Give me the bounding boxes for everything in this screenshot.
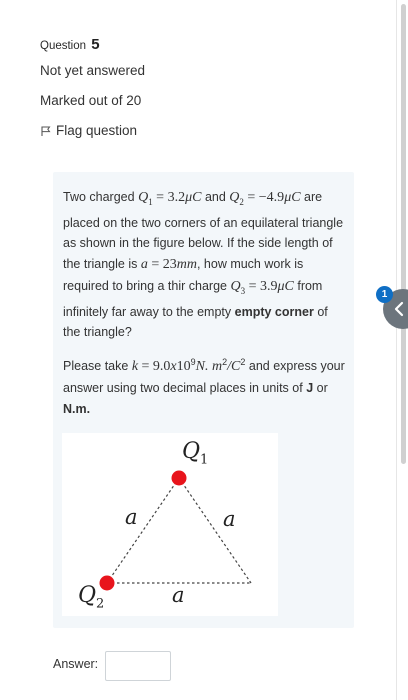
emphasis-text: empty corner	[234, 304, 314, 319]
triangle-side-right	[179, 478, 251, 583]
math-subscript: 1	[148, 196, 153, 207]
question-number	[40, 36, 100, 53]
label-side-bottom: a	[172, 583, 185, 607]
math-q1	[138, 190, 153, 205]
math-unit: μ	[277, 278, 285, 294]
math-value: = 3.2	[156, 190, 186, 205]
math-unit: . m	[205, 359, 223, 375]
chevron-left-icon	[391, 301, 407, 317]
math-value: = 9.0	[141, 359, 171, 375]
math-superscript: 2	[240, 357, 246, 368]
text-fragment: from infinitely far away to the empty	[63, 278, 323, 319]
math-unit: μ	[284, 190, 292, 205]
drawer-badge: 1	[376, 286, 393, 303]
answer-label: Answer:	[53, 657, 99, 671]
text-fragment: Please take	[63, 359, 129, 374]
emphasis-text: J	[306, 381, 314, 396]
flag-icon	[40, 125, 52, 137]
label-q1-subscript: 1	[200, 452, 209, 468]
triangle-figure	[62, 433, 278, 616]
text-fragment: are placed on the two corners of an equilateral triangle as shown in the figure below. If the side length of the triangle is	[63, 190, 344, 272]
label-q2-subscript: 2	[96, 596, 105, 612]
label-q1	[182, 439, 208, 467]
math-unit: mm	[176, 257, 197, 273]
math-symbol: Q	[230, 278, 241, 294]
math-q3	[230, 279, 245, 294]
text-fragment: or	[316, 381, 328, 396]
label-side-left: a	[125, 505, 138, 529]
question-paragraph-2	[63, 352, 348, 420]
math-unit: C	[291, 190, 301, 205]
text-fragment: Two charged	[63, 190, 135, 204]
question-paragraph-1	[63, 187, 348, 343]
text-fragment: and express your answer using two decimal places in units of	[63, 359, 345, 396]
math-value: = −4.9	[247, 190, 285, 205]
math-subscript: 3	[240, 285, 246, 296]
math-superscript: 2	[222, 357, 228, 368]
question-text-box	[53, 172, 354, 628]
text-fragment: of the triangle?	[63, 304, 328, 340]
math-unit: /C	[227, 359, 241, 375]
flag-question-link[interactable]	[40, 123, 137, 138]
question-grade: Marked out of 20	[40, 93, 142, 108]
label-q2	[78, 583, 104, 611]
math-value: 10	[176, 359, 191, 375]
question-number-value: 5	[91, 36, 100, 53]
math-unit: N	[195, 359, 205, 375]
emphasis-text: N.m.	[63, 401, 91, 416]
answer-input[interactable]	[105, 651, 171, 681]
text-fragment: , how much work is required to bring a thir charge	[63, 257, 304, 293]
math-symbol: k	[131, 359, 139, 375]
question-state: Not yet answered	[40, 63, 146, 78]
math-q2	[229, 190, 244, 205]
text-fragment: and	[204, 190, 226, 204]
question-text	[63, 187, 348, 420]
page-scrollbar[interactable]	[401, 4, 406, 464]
math-unit: μ	[185, 190, 193, 205]
math-symbol: Q	[138, 190, 149, 205]
math-symbol: x	[170, 359, 177, 375]
triangle-side-left	[107, 478, 179, 583]
flag-question-label: Flag question	[56, 123, 138, 138]
math-symbol: a	[140, 257, 148, 273]
right-edge-rule	[396, 0, 397, 700]
question-label: Question	[40, 40, 87, 52]
label-q2-symbol: Q	[78, 583, 97, 608]
math-value: = 3.9	[248, 278, 278, 294]
math-superscript: 9	[190, 357, 196, 368]
math-subscript: 2	[239, 196, 244, 207]
math-unit: C	[192, 190, 202, 205]
math-symbol: Q	[229, 190, 240, 205]
label-q1-symbol: Q	[182, 439, 201, 464]
label-side-right: a	[223, 507, 236, 531]
charge-q1-dot	[172, 471, 187, 486]
math-unit: C	[284, 278, 294, 294]
math-value: = 23	[151, 257, 177, 273]
